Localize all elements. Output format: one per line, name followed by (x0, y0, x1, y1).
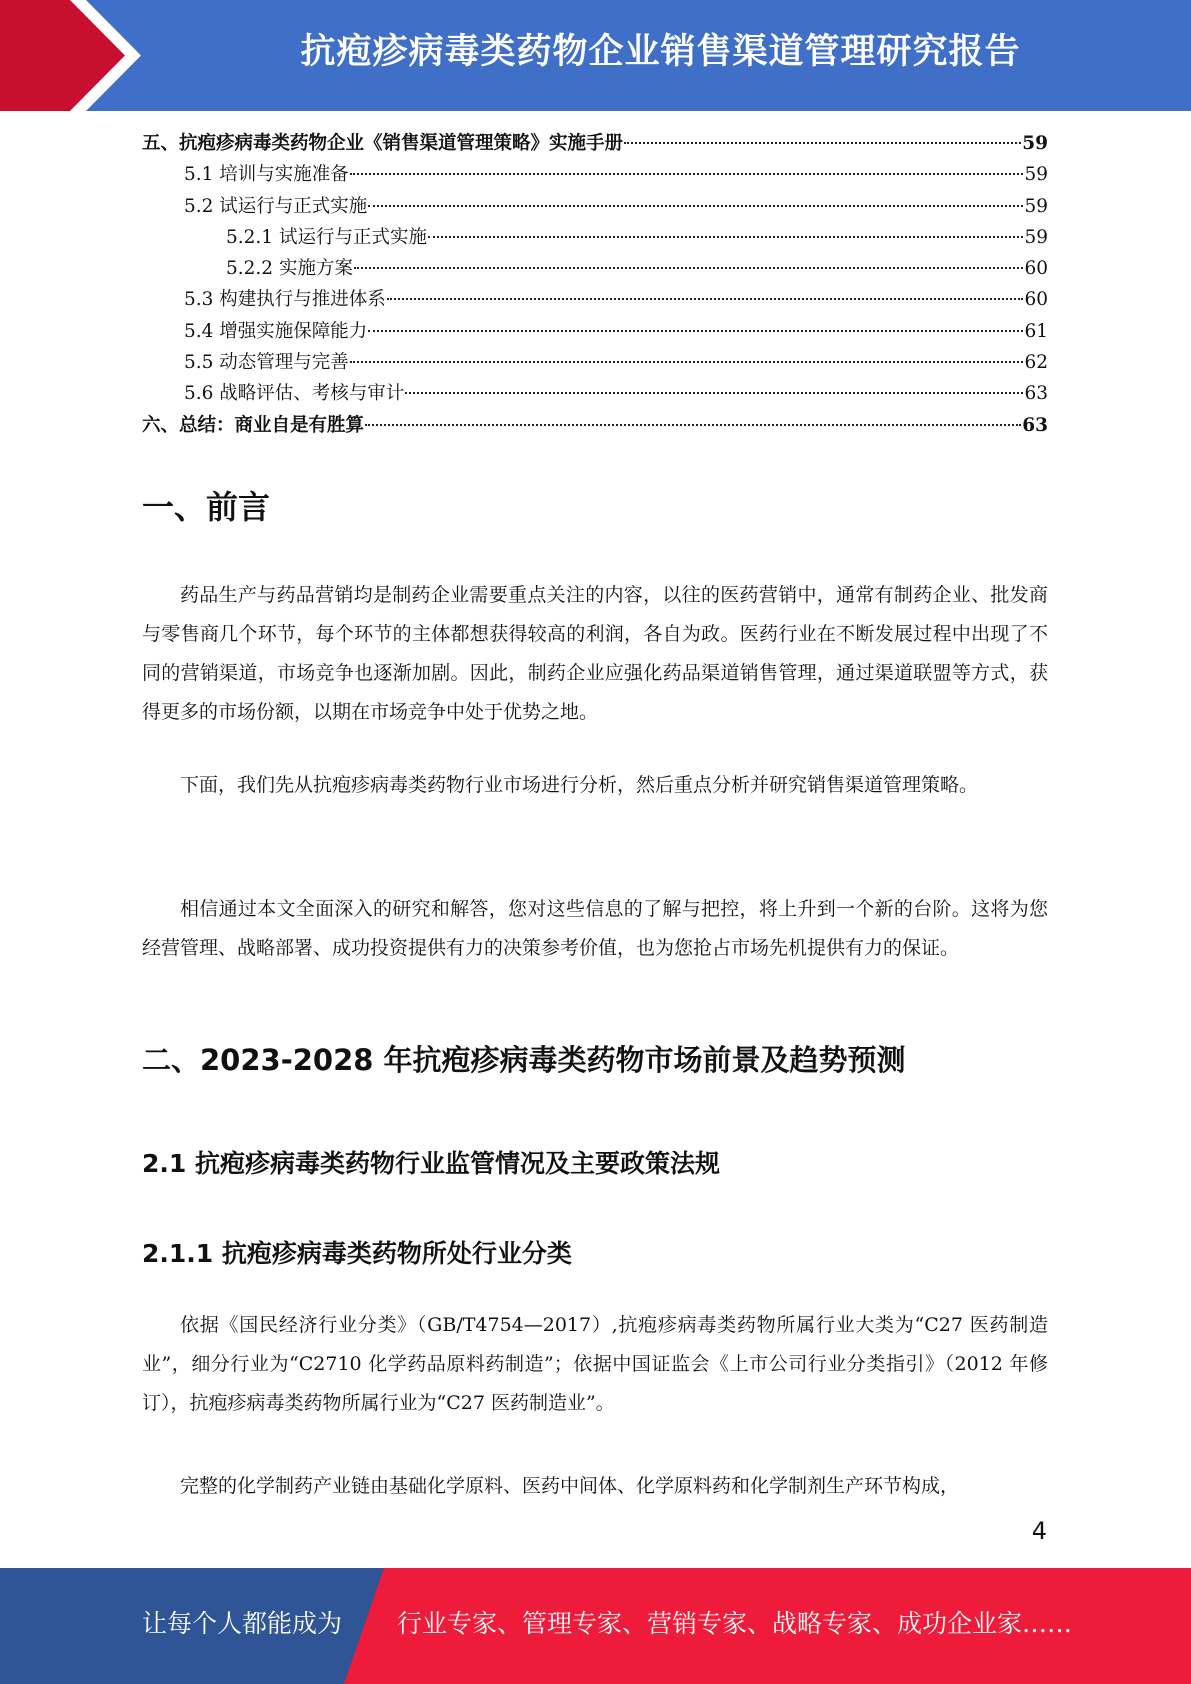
toc-entry-label: 六、总结：商业自是有胜算 (142, 414, 365, 436)
toc-entry[interactable] (142, 222, 1048, 253)
footer-band (0, 1568, 1191, 1684)
toc-entry[interactable] (142, 378, 1048, 409)
paragraph: 相信通过本文全面深入的研究和解答，您对这些信息的了解与把控，将上升到一个新的台阶。这将为您经营管理、战略部署、成功投资提供有力的决策参考价值，也为您抢占市场先机提供有力的保证。 (142, 898, 1048, 959)
subsubsection-heading: 2.1.1 抗疱疹病毒类药物所处行业分类 (142, 1239, 572, 1268)
toc-dot-leader (387, 298, 1024, 300)
page-number: 4 (1031, 1517, 1047, 1545)
toc-dot-leader (428, 236, 1023, 238)
toc-entry-page: 60 (1024, 258, 1048, 280)
toc-entry-label: 5.2.1 试运行与正式实施 (226, 226, 427, 248)
toc-entry-label: 5.3 构建执行与推进体系 (184, 289, 386, 311)
paragraph: 完整的化学制药产业链由基础化学原料、医药中间体、化学原料药和化学制剂生产环节构成， (180, 1475, 960, 1497)
toc-entry-page: 59 (1024, 195, 1048, 217)
toc-entry-page: 60 (1024, 289, 1048, 311)
toc-dot-leader (624, 142, 1021, 144)
toc-entry-label: 5.4 增强实施保障能力 (184, 320, 368, 342)
chevron-arrow-icon (0, 0, 160, 111)
toc-entry[interactable] (142, 191, 1048, 222)
toc-entry[interactable] (142, 284, 1048, 315)
paragraph: 药品生产与药品营销均是制药企业需要重点关注的内容，以往的医药营销中，通常有制药企业、批发商与零售商几个环节，每个环节的主体都想获得较高的利润，各自为政。医药行业在不断发展过程中出现了不同的营销渠道，市场竞争也逐渐加剧。因此，制药企业应强化药品渠道销售管理，通过渠道联盟等方式，获得更多的市场份额，以期在市场竞争中处于优势之地。 (142, 584, 1048, 723)
toc-dot-leader (405, 392, 1023, 394)
toc-entry[interactable] (142, 316, 1048, 347)
paragraph: 下面，我们先从抗疱疹病毒类药物行业市场进行分析，然后重点分析并研究销售渠道管理策略。 (180, 774, 979, 796)
toc-dot-leader (368, 205, 1023, 207)
toc-entry-label: 5.1 培训与实施准备 (184, 164, 349, 186)
footer-slogan-left: 让每个人都能成为 (142, 1609, 343, 1638)
toc-entry[interactable] (142, 347, 1048, 378)
toc-entry[interactable] (142, 253, 1048, 284)
table-of-contents (142, 128, 1048, 441)
toc-entry[interactable] (142, 410, 1048, 441)
toc-entry-label: 五、抗疱疹病毒类药物企业《销售渠道管理策略》实施手册 (142, 133, 624, 154)
section-heading-market: 二、2023-2028 年抗疱疹病毒类药物市场前景及趋势预测 (142, 1043, 906, 1077)
toc-dot-leader (365, 424, 1021, 426)
toc-dot-leader (354, 267, 1024, 269)
toc-entry-label: 5.5 动态管理与完善 (184, 352, 349, 374)
toc-entry-label: 5.6 战略评估、考核与审计 (184, 383, 405, 405)
toc-dot-leader (350, 173, 1024, 175)
toc-entry-page: 61 (1024, 320, 1048, 342)
toc-entry-page: 62 (1024, 352, 1048, 374)
toc-entry-label: 5.2 试运行与正式实施 (184, 195, 368, 217)
toc-entry-page: 59 (1022, 133, 1048, 154)
report-title: 抗疱疹病毒类药物企业销售渠道管理研究报告 (300, 32, 1021, 72)
section-heading-preface: 一、前言 (142, 488, 271, 526)
footer-slogan-right: 行业专家、管理专家、营销专家、战略专家、成功企业家…… (397, 1609, 1073, 1638)
toc-dot-leader (368, 330, 1023, 332)
header-band (0, 0, 1191, 111)
toc-entry-page: 63 (1024, 383, 1048, 405)
subsection-heading: 2.1 抗疱疹病毒类药物行业监管情况及主要政策法规 (142, 1149, 720, 1178)
toc-entry-page: 63 (1022, 414, 1048, 436)
toc-entry-page: 59 (1024, 226, 1048, 248)
toc-entry[interactable] (142, 159, 1048, 190)
toc-entry-page: 59 (1024, 164, 1048, 186)
toc-dot-leader (350, 361, 1024, 363)
toc-entry-label: 5.2.2 实施方案 (226, 258, 353, 280)
paragraph: 依据《国民经济行业分类》（GB/T4754—2017）,抗疱疹病毒类药物所属行业大类为“C27 医药制造业”，细分行业为“C2710 化学药品原料药制造”；依据中国证监会《上市公司行业分类指引》（2012 年修订），抗疱疹病毒类药物所属行业为“C27 医药制造业”。 (142, 1314, 1048, 1414)
toc-entry[interactable] (142, 128, 1048, 159)
